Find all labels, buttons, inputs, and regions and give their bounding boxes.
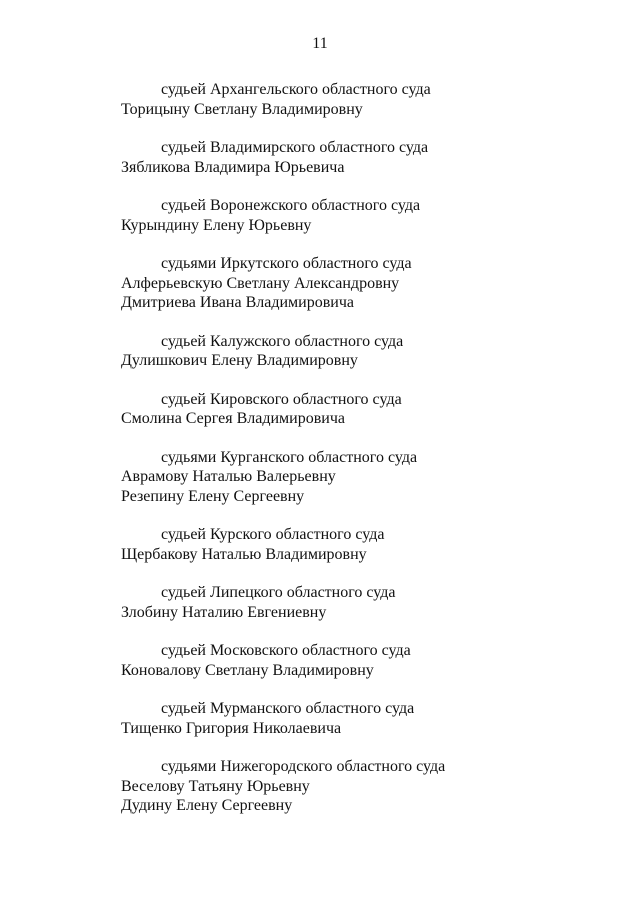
appointment-entry — [121, 138, 601, 177]
judge-name: Торицыну Светлану Владимировну — [121, 100, 363, 118]
judge-name: Коновалову Светлану Владимировну — [121, 661, 374, 679]
appointment-entry — [121, 641, 601, 680]
judge-name: Веселову Татьяну Юрьевну — [121, 777, 310, 795]
appointment-entry — [121, 525, 601, 564]
appointment-entry — [121, 80, 601, 119]
court-line: судьей Калужского областного суда — [161, 332, 404, 350]
judge-name: Курындину Елену Юрьевну — [121, 216, 312, 234]
appointment-entry — [121, 757, 601, 816]
court-line: судьей Кировского областного суда — [161, 390, 402, 408]
judge-name: Дудину Елену Сергеевну — [121, 797, 293, 814]
appointment-entry — [121, 196, 601, 235]
appointment-entry — [121, 254, 601, 313]
judge-name: Щербакову Наталью Владимировну — [121, 545, 367, 563]
judge-name: Зябликова Владимира Юрьевича — [121, 158, 345, 176]
appointment-entry — [121, 448, 601, 507]
court-line: судьей Воронежского областного суда — [161, 197, 421, 214]
judge-name: Смолина Сергея Владимировича — [121, 410, 345, 427]
judge-name: Аврамову Наталью Валерьевну — [121, 468, 336, 485]
court-line: судьей Курского областного суда — [161, 526, 385, 543]
appointment-entry — [121, 332, 601, 371]
judge-name: Резепину Елену Сергеевну — [121, 487, 305, 505]
appointment-entry — [121, 699, 601, 738]
judge-name: Алферьевскую Светлану Александровну — [121, 274, 400, 292]
judge-name: Дулишкович Елену Владимировну — [121, 352, 358, 369]
court-line: судьями Нижегородского областного суда — [161, 758, 446, 775]
judge-name: Дмитриева Ивана Владимировича — [121, 294, 354, 311]
court-line: судьей Мурманского областного суда — [161, 700, 415, 717]
page-number: 11 — [312, 35, 328, 52]
judge-name: Злобину Наталию Евгениевну — [121, 603, 327, 621]
court-line: судьей Липецкого областного суда — [161, 584, 396, 601]
court-line: судьями Иркутского областного суда — [161, 255, 412, 272]
appointment-entry — [121, 583, 601, 622]
court-line: судьей Владимирского областного суда — [161, 139, 429, 156]
court-line: судьей Московского областного суда — [161, 642, 411, 659]
court-line: судьями Курганского областного суда — [161, 448, 418, 466]
appointment-list — [121, 80, 601, 835]
judge-name: Тищенко Григория Николаевича — [121, 719, 342, 737]
court-line: судьей Архангельского областного суда — [161, 81, 431, 98]
appointment-entry — [121, 390, 601, 429]
